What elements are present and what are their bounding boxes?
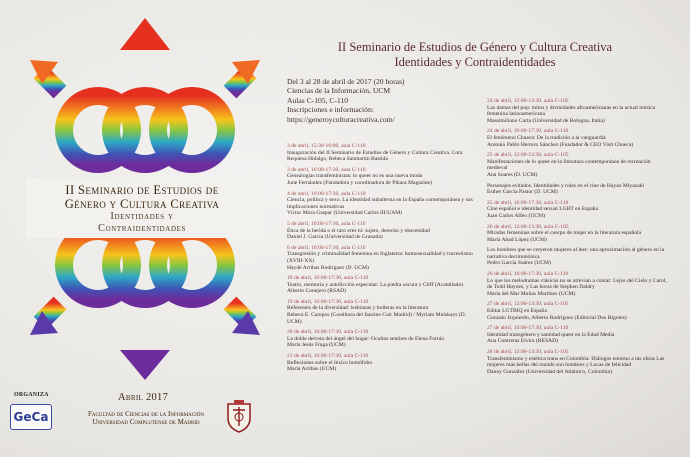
university-crest-icon [225, 400, 253, 434]
event-when: 24 de abril, 16:00-17:30, aula C-110 [487, 128, 569, 135]
event-what: Lo que los melodramas clásicos no se atrevían a contar: Lejos del Cielo y Carol, de Todd Haynes, y Las horas de Stephen Daldry [487, 277, 667, 291]
schedule-event [487, 200, 672, 220]
event-info [287, 77, 487, 124]
event-when: 24 de abril, 12:00-13:30, aula C-105 [487, 98, 569, 104]
event-what: Transfeminismo y estética trans en Colombia: Diálogos entorno a las obras Las mujeres más bellas del mundo son hombres y Locas de felicidad [487, 355, 665, 369]
event-what: La doble derrota del ángel del hogar: Ocultos sentires de Elena Fortún [287, 335, 445, 342]
schedule-event [487, 349, 672, 375]
event-when: 18 de abril, 16:00-17:30, aula C-110 [287, 275, 369, 282]
faculty-name [66, 410, 226, 426]
faculty-line-2: Universidad Complutense de Madrid [92, 418, 200, 426]
event-when: 4 de abril, 16:00-17:30, aula C-110 [287, 190, 366, 197]
event-what: Identidad transgénero y santidad queer en la Edad Media [487, 331, 615, 338]
event-what: Teatro, memoria y autoficción especular: La piedra oscura y Cliff (Acantilado) [287, 281, 464, 288]
event-who: Haydé Arribas Rodríguez (D. UCM) [287, 264, 369, 271]
schedule-event [287, 167, 477, 187]
event-who: María del Mar Muñas Martínez (UCM) [487, 290, 576, 297]
info-registration: Inscripciones e información: [287, 105, 374, 115]
event-what: Ciencia, política y sexo. La identidad subalterna en la España contemporánea y sus implicaciones normativas [287, 197, 473, 210]
schedule-event [487, 325, 672, 345]
event-what: Ética de la herida o el raro eres tú: sujeto, derecho y obscenidad [287, 227, 430, 234]
banner-line-4: Contraidentidades [98, 223, 186, 234]
schedule-event [487, 128, 672, 148]
event-when: 26 de abril, 12:00-13:30, aula C-105 [487, 223, 569, 230]
event-when: 6 de abril, 16:00-17:30, aula C-110 [287, 244, 366, 251]
schedule-event [487, 224, 672, 244]
schedule-event [287, 329, 477, 349]
event-what: Editar LGTBIQ en España [487, 308, 547, 315]
event-when: 21 de abril, 16:00-17:30, aula C-110 [287, 353, 369, 360]
event-what: Transgresión y criminalidad femenina en Inglaterra: homosexualidad y travestismo (XVIII-XX) [287, 251, 473, 264]
event-what: Genealogías transfeministas: lo queer no es una nueva moda [287, 173, 423, 180]
event-when: 3 de abril, 16:00-17:30, aula C-110 [287, 166, 366, 173]
organiza-label: ORGANIZA [14, 392, 49, 398]
banner-line-2: Género y Cultura Creativa [64, 197, 220, 211]
event-what: Referentes de la diversidad: lesbianas y bolleras en la literatura [287, 305, 429, 312]
event-who: Esther García Pastor (D. UCM) [487, 189, 558, 196]
geca-logo: GeCa [10, 404, 52, 430]
event-who: Antonio Pablo Herrero Sánchez (Fundador & CEO Visit Chueca) [487, 141, 634, 148]
schedule-event [287, 191, 477, 217]
event-what: Cine español e identidad sexual LGBT en España [487, 206, 598, 213]
schedule-right-column [487, 98, 672, 379]
event-who: Ana Soares (D. UCM) [487, 171, 538, 178]
banner-line-3: Identidades y [110, 211, 174, 222]
event-who: Pedro García Suárez (UCM) [487, 260, 551, 267]
event-who: Massimiliano Carta (Universidad de Bologna, Italia) [487, 117, 605, 124]
event-what: Miradas femeninas sobre el cuerpo de mujer en la literatura española [487, 230, 642, 237]
event-what: Las damas del pop: mitos y divinidades afroamericanas en la actual música femenina latinoamericana [487, 104, 656, 118]
schedule-event [487, 247, 672, 267]
schedule-event [487, 301, 672, 321]
schedule-event [287, 221, 477, 241]
event-when: 26 de abril, 16:00-17:30, aula C-110 [487, 271, 569, 278]
event-when: 3 de abril, 15:30-16:00, aula C-110 [287, 143, 366, 149]
event-who: Víctor Mora Gaspar (Universidad Carlos III/UAM) [287, 210, 403, 217]
event-who: Alberto Conejero (RSAD) [287, 288, 347, 295]
title-line-1: II Seminario de Estudios de Género y Cultura Creativa [337, 40, 613, 54]
event-when: 20 de abril, 16:00-17:30, aula C-110 [287, 329, 369, 336]
event-who: Daniel J. García (Universidad de Granada) [287, 234, 383, 241]
title-line-2: Identidades y Contraidentidades [394, 55, 556, 69]
schedule-event [287, 299, 477, 325]
event-who: Rebeca E. Campos (Coeditora del fanzine Cuir Madrid) / Myriam Mulskays (D. UCM) [287, 312, 467, 325]
page-title [290, 40, 660, 70]
event-date: Abril 2017 [118, 392, 169, 403]
event-when: 5 de abril, 16:00-17:30, aula C-110 [287, 220, 366, 227]
info-url[interactable]: https://generoyculturacreativa.com/ [287, 114, 395, 124]
banner-line-1: II Seminario de Estudios de [65, 183, 219, 197]
info-venue: Ciencias de la Información, UCM [287, 86, 391, 96]
schedule-event [287, 353, 477, 373]
schedule-event [487, 152, 672, 178]
event-what: Los hombres que se creyeron mujeres al leer: una aproximación al género en la narrativa decimonónica [487, 247, 665, 260]
event-who: Juan Carlos Alfeo (UCM) [487, 212, 545, 219]
event-what: El fenómeno Chueca: De la tradición a la vanguardia [487, 134, 606, 141]
event-when: 27 de abril, 16:00-17:30, aula C-110 [487, 325, 569, 332]
seminar-banner [20, 183, 264, 235]
event-what: Manifestaciones de lo queer en la literatura contemporánea de recreación medieval [487, 158, 651, 172]
event-what: Reflexiones sobre el léxico homófobo [287, 359, 373, 366]
event-who: Danny González (Universidad del Atlántico, Colombia) [487, 368, 612, 375]
schedule-event [287, 275, 477, 295]
schedule-event [487, 271, 672, 297]
event-who: María Jesús Fraga (UCM) [287, 342, 346, 349]
event-when: 25 de abril, 12:00-13:30, aula C-105 [487, 152, 569, 159]
schedule-left-column [287, 143, 477, 377]
event-who: María Arribas (UCM) [287, 366, 337, 373]
schedule-event [487, 98, 672, 124]
event-what: Personajes evitados. Identidades y roles en el cine de Hayao Miyazaki [487, 182, 645, 189]
event-when: 25 de abril, 16:00-17:30, aula C-110 [487, 199, 569, 206]
info-dates: Del 3 al 28 de abril de 2017 (20 horas) [287, 77, 405, 86]
event-when: 27 de abril, 12:00-13:30, aula C-105 [487, 301, 569, 308]
event-when: 28 de abril, 12:00-13:30, aula C-105 [487, 349, 569, 355]
event-who: Gonzalo Izquierdo, Alberto Rodríguez (Editorial Dos Bigotes) [487, 314, 627, 321]
event-who: María Abad López (UCM) [487, 236, 547, 243]
event-when: 19 de abril, 16:00-17:30, aula C-110 [287, 298, 369, 305]
event-who: June Fernández (Fundadora y coordinadora de Pikara Magazine) [287, 179, 432, 186]
event-what: Inauguración del II Seminario de Estudios de Género y Cultura Creativa. Cora Requena Hidalgo, Rebeca Sanmartín Bastida [287, 149, 463, 163]
schedule-event [287, 245, 477, 271]
schedule-event [287, 143, 477, 163]
event-who: Ana Contreras Elvira (RESAD) [487, 338, 558, 345]
schedule-event [487, 183, 672, 196]
info-rooms: Aulas C-105, C-110 [287, 95, 349, 105]
faculty-line-1: Facultad de Ciencias de la Información [87, 410, 204, 418]
